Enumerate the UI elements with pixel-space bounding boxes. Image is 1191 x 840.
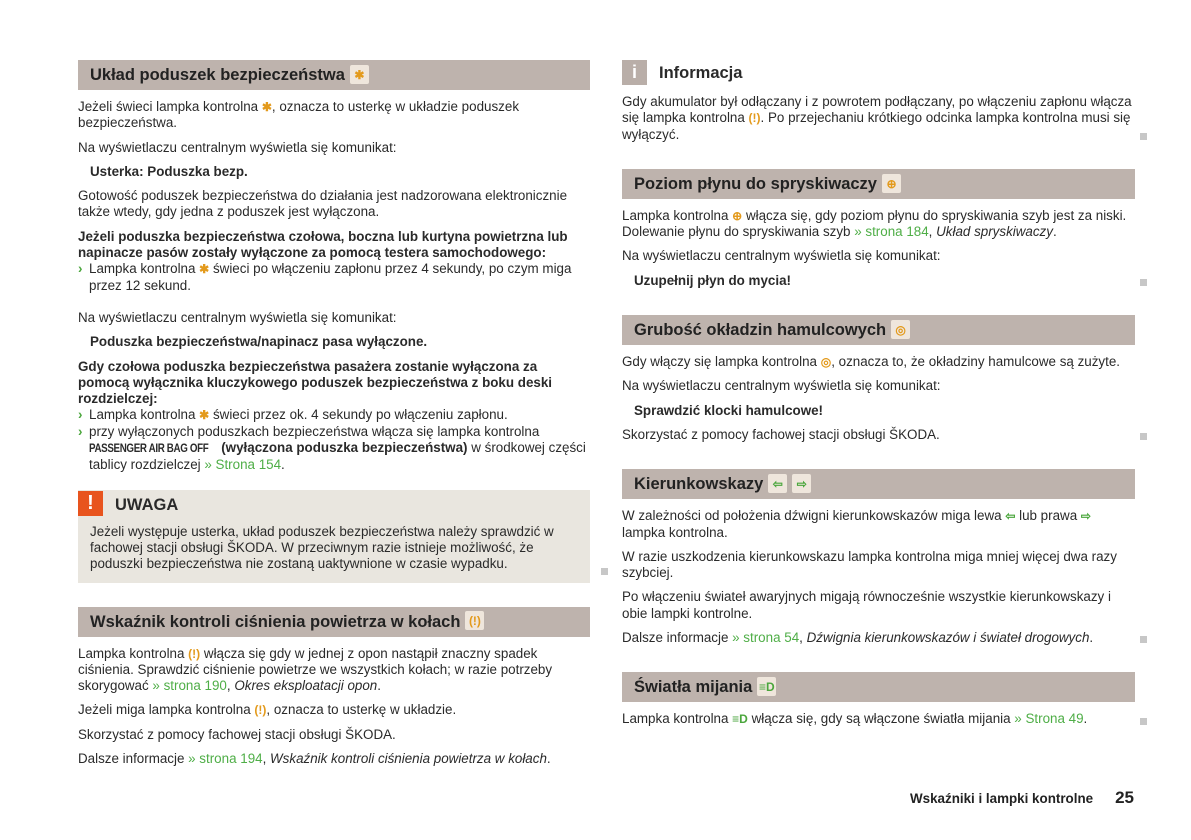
display-message [622, 403, 1135, 419]
section-end-marker [1140, 718, 1147, 725]
heading-icon-badge [768, 474, 787, 493]
text-run: , [799, 630, 807, 646]
section-spacer [622, 654, 1135, 672]
paragraph [78, 646, 590, 695]
text-run: W zależności od położenia dźwigni kierunkowskazów miga lewa [622, 508, 1006, 524]
text-run: , [928, 224, 937, 240]
text-run: przy wyłączonych poduszkach bezpieczeństwa włącza się lampka kontrolna [89, 423, 540, 439]
text-run: . [377, 678, 381, 694]
bold-condition-text [78, 229, 590, 262]
text-run: Usterka: Poduszka bezp. [90, 163, 248, 179]
text-run: Poziom płynu do spryskiwaczy [634, 174, 877, 193]
text-run: Po włączeniu świateł awaryjnych migają równocześnie wszystkie kierunkowskazy i obie lampki kontrolne. [622, 589, 1111, 621]
turn-left-icon: ⇦ [1005, 509, 1016, 524]
section-end-marker [1140, 133, 1147, 140]
airbag-icon: ✱ [199, 262, 210, 277]
turn-signals-section-heading [622, 469, 1135, 499]
airbag-icon: ✱ [261, 100, 272, 114]
text-run: , [262, 751, 271, 767]
right-column [622, 60, 1135, 736]
text-run: Lampka kontrolna [622, 207, 733, 223]
display-message [622, 273, 1135, 289]
paragraph [78, 99, 590, 132]
text-run: Jeżeli występuje usterka, układ poduszek bezpieczeństwa należy sprawdzić w fachowej stacji obsługi ŠKODA. W przeciwnym razie istnieje możliwość, że poduszki bezpieczeństwa nie zostaną uaktywnione w czasie wypadku. [90, 523, 554, 572]
airbag-icon: ✱ [199, 408, 210, 423]
airbag-section-heading [78, 60, 590, 90]
heading-icon-badge [757, 677, 776, 696]
info-icon: i [622, 60, 647, 85]
text-run: Gotowość poduszek bezpieczeństwa do działania jest nadzorowana elektronicznie także wtedy, gdy jedna z poduszek jest wyłączona. [78, 188, 568, 220]
paragraph [622, 248, 1135, 264]
tire-pressure-icon: (!) [188, 646, 201, 661]
text-run: włącza się, gdy są włączone światła mijania [747, 711, 1015, 727]
text-run: , oznacza to, że okładziny hamulcowe są zużyte. [831, 354, 1120, 370]
tire-pressure-section-heading [78, 607, 590, 637]
footer-section-title: Wskaźniki i lampki kontrolne [910, 791, 1094, 806]
text-run: Światła mijania [634, 678, 753, 697]
tire-pressure-icon: (!) [468, 614, 481, 629]
text-run: lub prawa [1015, 508, 1081, 524]
text-run: Lampka kontrolna [89, 407, 200, 423]
text-run: Jeżeli świeci lampka kontrolna [78, 99, 262, 114]
text-run: PASSENGER AIR BAG OFF [89, 443, 209, 456]
text-run: świeci przez ok. 4 sekundy po włączeniu zapłonu. [209, 407, 508, 423]
paragraph [78, 188, 590, 221]
low-beam-icon: ≡D [732, 712, 748, 727]
text-run: Na wyświetlaczu centralnym wyświetla się komunikat: [622, 248, 941, 264]
text-run: Na wyświetlaczu centralnym wyświetla się komunikat: [78, 139, 397, 155]
reference-title: Wskaźnik kontroli ciśnienia powietrza w kołach [270, 751, 547, 767]
text-run: . [1052, 224, 1057, 240]
bullet-item [78, 424, 590, 474]
paragraph [622, 94, 1135, 143]
text-run: . [1089, 630, 1094, 646]
text-run: Lampka kontrolna [89, 261, 200, 277]
heading-icon-badge [465, 611, 484, 630]
text-run: Układ poduszek bezpieczeństwa [90, 66, 345, 84]
text-run: Gdy akumulator był odłączany i z powrotem podłączany, po włączeniu zapłonu włącza się lampka kontrolna [622, 94, 1132, 126]
text-run: włącza się gdy w jednej z opon nastąpił znaczny spadek ciśnienia. Sprawdzić ciśnienie powietrze we wszystkich kołach; w razie potrzeby skorygować [78, 645, 553, 694]
washer-fluid-section-heading [622, 169, 1135, 199]
text-run: W razie uszkodzenia kierunkowskazu lampka kontrolna miga mniej więcej dwa razy szybciej. [622, 548, 1117, 581]
info-title: Informacja [659, 64, 743, 82]
page-reference-link[interactable]: » strona 194 [188, 751, 263, 767]
text-run: Sprawdzić klocki hamulcowe! [634, 402, 824, 418]
page-reference-link[interactable]: » Strona 154 [204, 457, 282, 473]
paragraph [622, 508, 1135, 541]
turn-right-icon: ⇨ [1080, 509, 1091, 524]
text-run: Jeżeli miga lampka kontrolna [78, 702, 255, 718]
paragraph [622, 549, 1135, 582]
heading-icon-badge [792, 474, 811, 493]
section-end-marker [1140, 636, 1147, 643]
paragraph [78, 310, 590, 326]
page-reference-link[interactable]: » strona 54 [732, 630, 800, 646]
section-spacer [622, 451, 1135, 469]
page-reference-link[interactable]: » strona 184 [854, 224, 929, 240]
airbag-icon: ✱ [354, 67, 365, 82]
warning-text [78, 520, 590, 573]
bullet-chevron-icon: › [78, 423, 83, 439]
turn-left-icon: ⇦ [772, 476, 783, 491]
text-run: Dalsze informacje [78, 751, 189, 767]
paragraph [622, 711, 1135, 727]
text-run: , [226, 678, 235, 694]
paragraph [622, 589, 1135, 622]
page-reference-link[interactable]: » strona 190 [152, 678, 227, 694]
text-run: , oznacza to usterkę w układzie poduszek bezpieczeństwa. [78, 99, 520, 131]
reference-title: Dźwignia kierunkowskazów i świateł drogowych [806, 630, 1090, 646]
text-run: Kierunkowskazy [634, 475, 764, 494]
text-run: . [281, 457, 285, 473]
paragraph [622, 208, 1135, 241]
text-run: Lampka kontrolna [78, 645, 189, 661]
text-run: Gdy włączy się lampka kontrolna [622, 354, 821, 370]
text-run: w środkowej części tablicy rozdzielczej [89, 440, 586, 473]
display-message [78, 334, 590, 350]
text-run: Lampka kontrolna [622, 711, 733, 727]
text-run: . Po przejechaniu krótkiego odcinka lampka kontrolna musi się wyłączyć. [622, 110, 1131, 142]
bold-condition-text [78, 359, 590, 408]
tire-pressure-icon: (!) [254, 703, 267, 718]
heading-icon-badge [350, 65, 369, 84]
warning-heading [78, 490, 590, 520]
paragraph [78, 140, 590, 156]
bullet-item [78, 261, 590, 294]
paragraph [78, 702, 590, 718]
bullet-chevron-icon: › [78, 261, 83, 277]
reference-title: Układ spryskiwaczy [936, 224, 1053, 240]
turn-right-icon: ⇨ [796, 476, 807, 491]
bullet-chevron-icon: › [78, 407, 83, 423]
section-end-marker [1140, 433, 1147, 440]
paragraph [622, 630, 1135, 646]
text-run: świeci po włączeniu zapłonu przez 4 sekundy, po czym miga przez 12 sekund. [89, 261, 572, 293]
text-run: Grubość okładzin hamulcowych [634, 321, 887, 340]
low-beam-section-heading [622, 672, 1135, 702]
warning-box [78, 490, 590, 583]
text-run: włącza się, gdy poziom płynu do spryskiwania szyb jest za niski. Dolewanie płynu do spryskiwania szyb [622, 207, 1127, 240]
page-number: 25 [1115, 788, 1134, 807]
low-beam-icon: ≡D [758, 679, 775, 694]
washer-fluid-icon: ⊕ [886, 176, 897, 191]
text-run: Dalsze informacje [622, 630, 733, 646]
brake-pads-section-heading [622, 315, 1135, 345]
text-run: Poduszka bezpieczeństwa/napinacz pasa wyłączone. [90, 334, 428, 350]
reference-title: Okres eksploatacji opon [234, 678, 378, 694]
text-run: Jeżeli poduszka bezpieczeństwa czołowa, boczna lub kurtyna powietrzna lub napinacze pasów zostały wyłączone za pomocą testera samochodowego: [78, 228, 568, 261]
section-spacer [622, 151, 1135, 169]
text-run: . [546, 751, 551, 767]
brake-pad-icon: ◎ [895, 322, 906, 337]
text-run: Skorzystać z pomocy fachowej stacji obsługi ŠKODA. [622, 426, 940, 442]
section-end-marker [601, 568, 608, 575]
left-column [78, 60, 590, 775]
heading-icon-badge [891, 320, 910, 339]
text-run: (wyłączona poduszka bezpieczeństwa) [217, 440, 468, 456]
text-run: Na wyświetlaczu centralnym wyświetla się komunikat: [78, 309, 397, 325]
section-end-marker [1140, 279, 1147, 286]
paragraph [622, 427, 1135, 443]
text-run: lampka kontrolna. [622, 524, 728, 540]
bullet-item [78, 407, 590, 423]
paragraph [622, 378, 1135, 394]
text-run: Gdy czołowa poduszka bezpieczeństwa pasażera zostanie wyłączona za pomocą wyłącznika kluczykowego poduszek bezpieczeństwa z boku deski rozdzielczej: [78, 358, 553, 407]
text-run: , oznacza to usterkę w układzie. [266, 702, 457, 718]
washer-fluid-icon: ⊕ [732, 208, 743, 223]
warning-icon: ! [78, 491, 103, 516]
warning-title: UWAGA [115, 495, 179, 514]
paragraph [622, 354, 1135, 370]
tire-pressure-icon: (!) [748, 111, 761, 126]
info-heading [622, 60, 1135, 86]
page-reference-link[interactable]: » Strona 49 [1014, 711, 1084, 727]
text-run: Na wyświetlaczu centralnym wyświetla się komunikat: [622, 378, 941, 394]
page-footer [910, 790, 1134, 807]
heading-icon-badge [882, 174, 901, 193]
text-run: Skorzystać z pomocy fachowej stacji obsługi ŠKODA. [78, 726, 396, 742]
text-run: . [1083, 711, 1088, 727]
paragraph [78, 751, 590, 767]
brake-pad-icon: ◎ [820, 355, 832, 370]
paragraph [78, 727, 590, 743]
text-run: Wskaźnik kontroli ciśnienia powietrza w kołach [90, 612, 461, 631]
text-run: Uzupełnij płyn do mycia! [634, 272, 791, 288]
section-spacer [622, 297, 1135, 315]
display-message [78, 164, 590, 180]
